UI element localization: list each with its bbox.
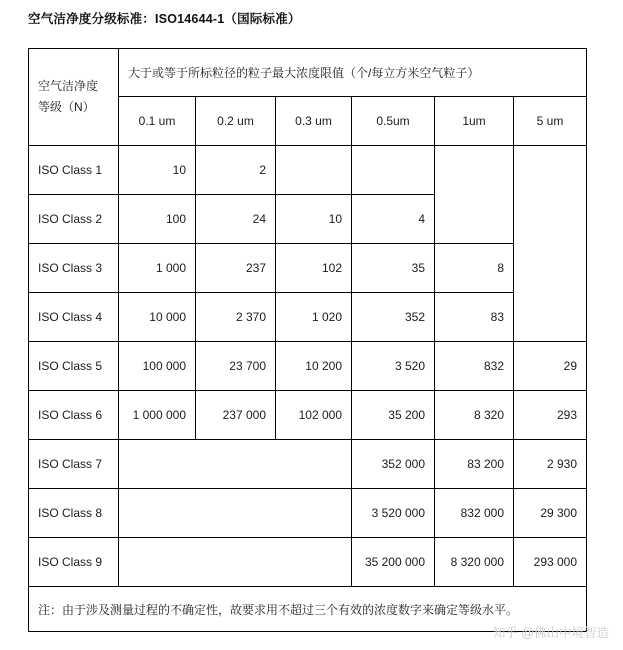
cell-0-5um: 3 520 000 [352, 489, 435, 538]
cell-0-1um: 1 000 [119, 244, 196, 293]
row-label: ISO Class 4 [29, 293, 119, 342]
cell-0-3um: 102 [276, 244, 352, 293]
header-size-0-5um: 0.5um [352, 97, 435, 146]
cell-0-2um: 237 [196, 244, 276, 293]
cell-1um: 83 [435, 293, 514, 342]
cell-0-1um: 100 [119, 195, 196, 244]
cell-5um: 29 300 [514, 489, 587, 538]
row-label: ISO Class 7 [29, 440, 119, 489]
table-row [29, 538, 587, 587]
cell-1um [435, 146, 514, 244]
row-label: ISO Class 3 [29, 244, 119, 293]
cell-0-3um: 1 020 [276, 293, 352, 342]
cell-0-5um [352, 146, 435, 195]
cell-1um: 83 200 [435, 440, 514, 489]
table-row [29, 489, 587, 538]
cell-0-3um [276, 146, 352, 195]
cell-small-sizes-blank [119, 489, 352, 538]
table-row [29, 244, 587, 293]
cell-0-5um: 35 200 000 [352, 538, 435, 587]
cell-0-1um: 100 000 [119, 342, 196, 391]
table-header-row-group [29, 49, 587, 97]
header-size-5um: 5 um [514, 97, 587, 146]
cell-5um: 2 930 [514, 440, 587, 489]
cell-0-5um: 352 000 [352, 440, 435, 489]
cell-1um: 832 000 [435, 489, 514, 538]
page-title: 空气洁净度分级标准：ISO14644-1（国际标准） [28, 12, 301, 26]
cell-0-3um: 102 000 [276, 391, 352, 440]
header-concentration-group: 大于或等于所标粒径的粒子最大浓度限值（个/每立方米空气粒子） [119, 49, 587, 97]
cell-0-5um: 3 520 [352, 342, 435, 391]
cell-0-5um: 4 [352, 195, 435, 244]
cell-0-1um: 10 [119, 146, 196, 195]
header-size-0-2um: 0.2 um [196, 97, 276, 146]
cell-0-3um: 10 200 [276, 342, 352, 391]
header-size-1um: 1um [435, 97, 514, 146]
table-row [29, 342, 587, 391]
table-row [29, 391, 587, 440]
cell-1um: 8 320 000 [435, 538, 514, 587]
row-label: ISO Class 8 [29, 489, 119, 538]
header-size-0-3um: 0.3 um [276, 97, 352, 146]
row-label: ISO Class 5 [29, 342, 119, 391]
cell-0-2um: 24 [196, 195, 276, 244]
table-row [29, 146, 587, 195]
cell-small-sizes-blank [119, 440, 352, 489]
cell-0-2um: 23 700 [196, 342, 276, 391]
cleanroom-classification-table [28, 48, 587, 632]
cell-small-sizes-blank [119, 538, 352, 587]
cell-0-1um: 1 000 000 [119, 391, 196, 440]
row-label: ISO Class 6 [29, 391, 119, 440]
cell-5um: 293 [514, 391, 587, 440]
table-row [29, 293, 587, 342]
cell-0-5um: 352 [352, 293, 435, 342]
cell-0-3um: 10 [276, 195, 352, 244]
header-class-column: 空气洁净度等级（N） [29, 49, 119, 146]
cell-0-5um: 35 [352, 244, 435, 293]
table-row [29, 440, 587, 489]
cell-1um: 8 [435, 244, 514, 293]
cell-0-2um: 237 000 [196, 391, 276, 440]
cell-1um: 832 [435, 342, 514, 391]
row-label: ISO Class 2 [29, 195, 119, 244]
cell-0-2um: 2 370 [196, 293, 276, 342]
table-note: 注：由于涉及测量过程的不确定性，故要求用不超过三个有效的浓度数字来确定等级水平。 [29, 587, 587, 632]
cell-5um: 293 000 [514, 538, 587, 587]
cell-1um: 8 320 [435, 391, 514, 440]
row-label: ISO Class 9 [29, 538, 119, 587]
cell-0-1um: 10 000 [119, 293, 196, 342]
watermark: 知乎 @佛山中境智造 [492, 626, 609, 640]
row-label: ISO Class 1 [29, 146, 119, 195]
header-size-0-1um: 0.1 um [119, 97, 196, 146]
cell-5um [514, 146, 587, 342]
cell-5um: 29 [514, 342, 587, 391]
cell-0-5um: 35 200 [352, 391, 435, 440]
cell-0-2um: 2 [196, 146, 276, 195]
